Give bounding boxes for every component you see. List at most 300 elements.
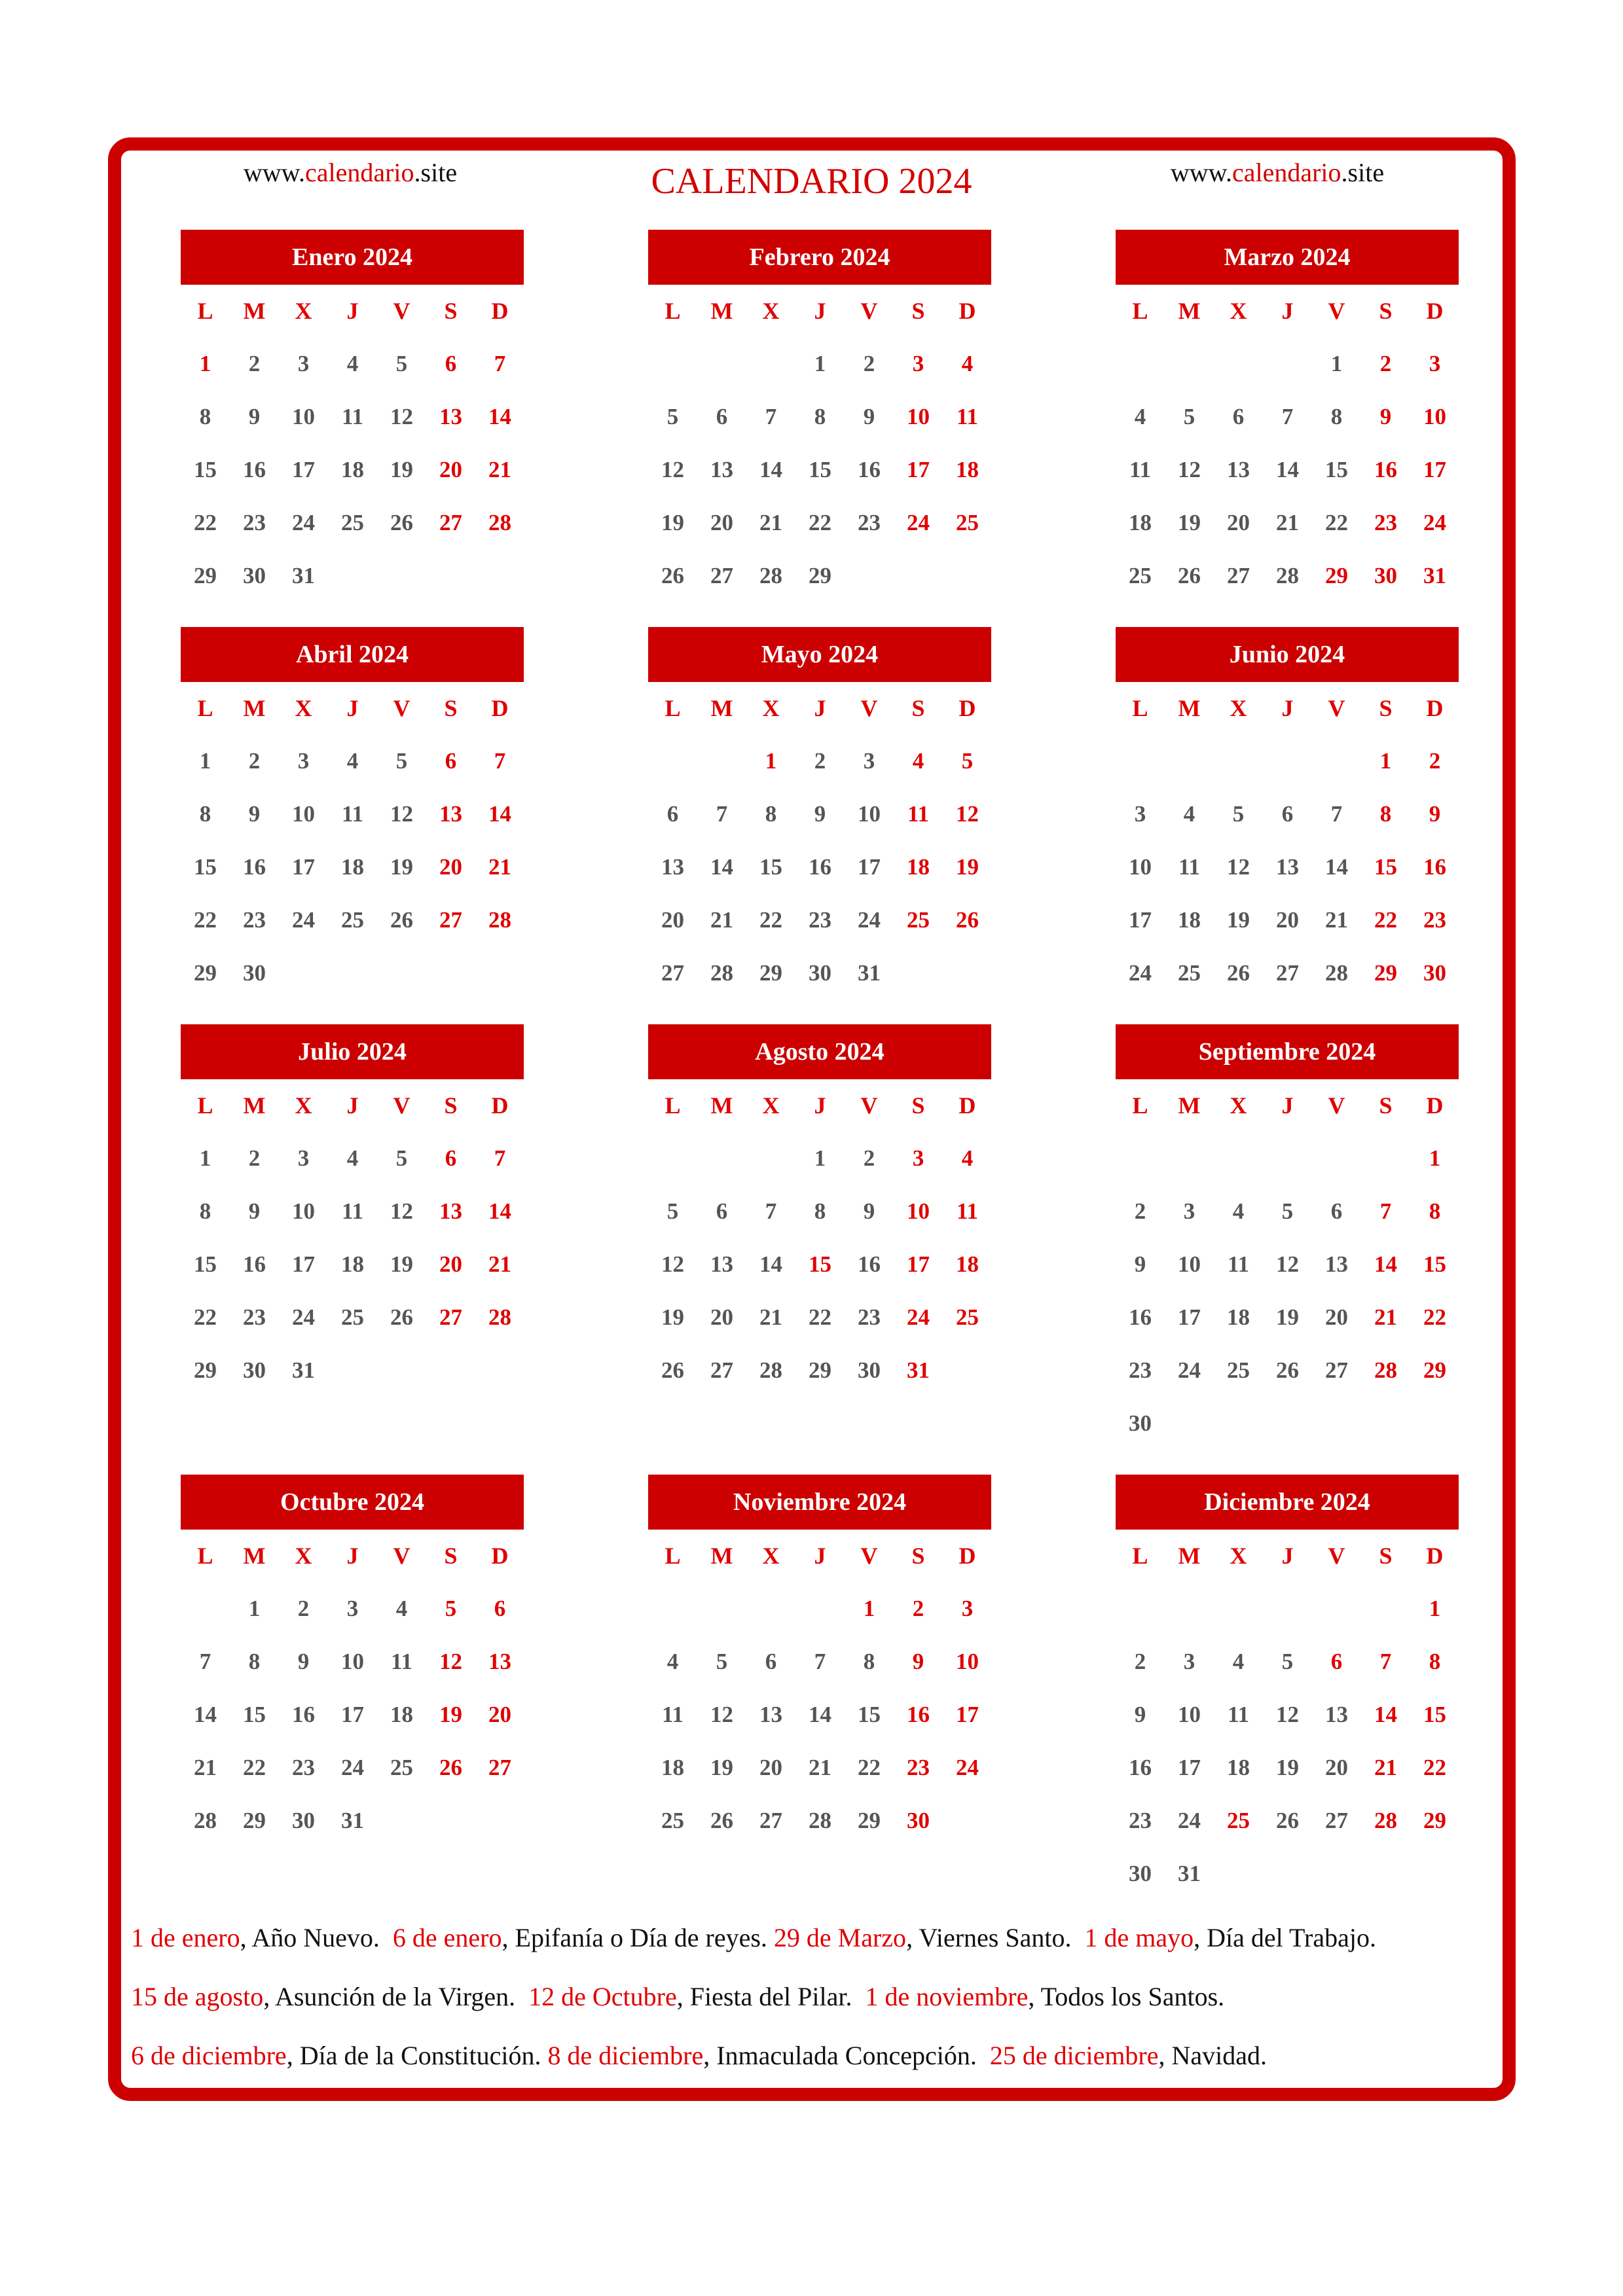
day-cell: 9	[863, 404, 875, 429]
day-cell: 13	[710, 457, 733, 482]
empty-cell	[1116, 1132, 1165, 1185]
day-cell: 23	[243, 1304, 266, 1330]
day-cell: 5	[716, 1649, 728, 1674]
day-cell-holiday: 26	[439, 1755, 462, 1780]
empty-cell	[1312, 1582, 1361, 1635]
day-cell: 17	[1178, 1755, 1201, 1780]
day-cell-holiday: 28	[488, 510, 511, 535]
month-calendar	[181, 1024, 524, 1397]
day-cell: 24	[292, 1304, 315, 1330]
month-title: Julio 2024	[181, 1024, 524, 1079]
day-cell-holiday: 2	[1429, 748, 1441, 774]
day-cell-holiday: 21	[488, 457, 511, 482]
day-cell: 12	[710, 1702, 733, 1727]
day-cell: 19	[661, 1304, 684, 1330]
day-cell: 4	[1232, 1198, 1245, 1224]
day-cell-holiday: 20	[439, 457, 462, 482]
day-cell-holiday: 20	[488, 1702, 511, 1727]
day-cell: 22	[243, 1755, 266, 1780]
day-cell: 8	[814, 404, 826, 429]
weekday-label: M	[1178, 1092, 1201, 1119]
day-cell-holiday: 15	[809, 1251, 831, 1277]
day-cell: 8	[199, 404, 211, 429]
day-cell: 7	[1281, 404, 1294, 429]
day-cell: 29	[194, 563, 217, 588]
day-cell: 29	[858, 1808, 881, 1833]
day-cell-holiday: 19	[439, 1702, 462, 1727]
holiday-name: , Viernes Santo.	[906, 1923, 1085, 1952]
weekday-label: J	[814, 695, 826, 721]
day-cell: 19	[390, 854, 413, 880]
day-cell: 13	[1325, 1702, 1348, 1727]
weekday-label: V	[860, 1543, 878, 1569]
day-cell: 20	[1227, 510, 1250, 535]
day-cell: 14	[759, 457, 782, 482]
weekday-label: M	[710, 298, 733, 324]
day-cell: 19	[1276, 1755, 1299, 1780]
holiday-line	[131, 2026, 1506, 2085]
weekday-label: S	[1379, 1092, 1393, 1119]
day-grid	[1116, 1530, 1459, 1900]
day-cell: 18	[1129, 510, 1152, 535]
day-cell: 4	[666, 1649, 679, 1674]
day-cell-holiday: 12	[956, 801, 979, 827]
day-cell: 23	[858, 1304, 881, 1330]
day-grid	[1116, 285, 1459, 602]
holiday-date: 8 de diciembre	[547, 2041, 704, 2070]
day-cell: 28	[759, 563, 782, 588]
day-cell: 10	[858, 801, 881, 827]
day-cell: 4	[346, 748, 359, 774]
day-cell-holiday: 25	[907, 907, 930, 933]
day-cell: 15	[858, 1702, 881, 1727]
day-cell-holiday: 6	[445, 748, 457, 774]
weekday-label: L	[197, 695, 213, 721]
day-cell: 5	[395, 351, 408, 376]
day-cell: 2	[814, 748, 826, 774]
day-cell-holiday: 23	[1374, 510, 1397, 535]
weekday-label: V	[393, 1543, 410, 1569]
day-cell-holiday: 20	[439, 1251, 462, 1277]
month-title: Marzo 2024	[1116, 230, 1459, 285]
weekday-label: V	[1328, 695, 1345, 721]
day-cell: 17	[292, 1251, 315, 1277]
day-cell: 21	[710, 907, 733, 933]
day-cell: 26	[661, 563, 684, 588]
weekday-label: J	[814, 1092, 826, 1119]
holiday-date: 6 de diciembre	[131, 2041, 287, 2070]
month-title: Febrero 2024	[648, 230, 991, 285]
day-grid	[181, 682, 524, 999]
day-cell: 11	[390, 1649, 413, 1674]
day-cell: 4	[395, 1596, 408, 1621]
day-cell: 12	[1178, 457, 1201, 482]
day-cell: 20	[759, 1755, 782, 1780]
holiday-list	[131, 1909, 1506, 2085]
day-cell-holiday: 29	[1374, 960, 1397, 986]
day-cell: 26	[1276, 1357, 1299, 1383]
month-title: Septiembre 2024	[1116, 1024, 1459, 1079]
day-cell: 18	[341, 457, 364, 482]
weekday-label: V	[393, 1092, 410, 1119]
empty-cell	[697, 734, 746, 787]
empty-cell	[1165, 734, 1214, 787]
day-cell-holiday: 25	[956, 1304, 979, 1330]
weekday-label: V	[1328, 298, 1345, 324]
day-cell-holiday: 27	[439, 907, 462, 933]
day-cell-holiday: 2	[912, 1596, 924, 1621]
weekday-label: J	[814, 1543, 826, 1569]
day-cell: 27	[759, 1808, 782, 1833]
empty-cell	[1116, 1582, 1165, 1635]
day-cell-holiday: 28	[1374, 1357, 1397, 1383]
day-cell: 24	[858, 907, 881, 933]
day-cell: 19	[710, 1755, 733, 1780]
empty-cell	[1165, 1582, 1214, 1635]
day-cell: 5	[1281, 1198, 1294, 1224]
empty-cell	[697, 1582, 746, 1635]
day-cell: 30	[858, 1357, 881, 1383]
holiday-name: , Epifanía o Día de reyes.	[501, 1923, 774, 1952]
holiday-date: 29 de Marzo	[773, 1923, 907, 1952]
weekday-label: L	[665, 1543, 681, 1569]
day-grid	[1116, 1079, 1459, 1450]
day-cell: 24	[292, 510, 315, 535]
day-cell-holiday: 7	[1379, 1649, 1392, 1674]
holiday-date: 15 de agosto	[131, 1982, 264, 2011]
day-cell: 13	[1276, 854, 1299, 880]
day-cell: 31	[292, 563, 315, 588]
day-cell: 12	[1227, 854, 1250, 880]
month-title: Agosto 2024	[648, 1024, 991, 1079]
day-cell-holiday: 10	[907, 1198, 930, 1224]
day-cell-holiday: 1	[1379, 748, 1392, 774]
day-cell: 27	[661, 960, 684, 986]
day-cell: 4	[1183, 801, 1195, 827]
empty-cell	[1312, 1132, 1361, 1185]
month-calendar	[648, 230, 991, 602]
day-cell: 1	[1330, 351, 1343, 376]
day-cell-holiday: 3	[961, 1596, 974, 1621]
month-calendar	[648, 1024, 991, 1397]
day-cell-holiday: 8	[1429, 1198, 1441, 1224]
day-cell-holiday: 18	[907, 854, 930, 880]
site-link-right[interactable]	[1101, 157, 1454, 188]
day-cell: 7	[814, 1649, 826, 1674]
day-cell: 3	[297, 351, 310, 376]
holiday-name: , Fiesta del Pilar.	[676, 1982, 866, 2011]
day-cell: 15	[194, 1251, 217, 1277]
day-cell: 2	[248, 1145, 261, 1171]
day-cell-holiday: 3	[912, 1145, 924, 1171]
holiday-date: 12 de Octubre	[528, 1982, 677, 2011]
day-cell: 10	[292, 1198, 315, 1224]
day-cell: 10	[341, 1649, 364, 1674]
day-cell: 13	[759, 1702, 782, 1727]
day-cell: 19	[390, 1251, 413, 1277]
day-cell: 7	[765, 1198, 777, 1224]
day-cell: 29	[809, 563, 831, 588]
day-cell-holiday: 13	[488, 1649, 511, 1674]
day-cell: 2	[1134, 1198, 1146, 1224]
day-cell-holiday: 11	[907, 801, 930, 827]
day-cell: 11	[661, 1702, 684, 1727]
day-cell: 23	[809, 907, 831, 933]
day-cell: 18	[1227, 1304, 1250, 1330]
day-cell-holiday: 24	[956, 1755, 979, 1780]
day-cell-holiday: 1	[863, 1596, 875, 1621]
day-cell: 19	[1178, 510, 1201, 535]
day-cell: 13	[661, 854, 684, 880]
day-cell: 4	[1232, 1649, 1245, 1674]
day-cell-holiday: 21	[1374, 1755, 1397, 1780]
day-cell-holiday: 28	[488, 1304, 511, 1330]
day-cell: 17	[858, 854, 881, 880]
day-cell: 22	[1325, 510, 1348, 535]
weekday-label: X	[762, 695, 780, 721]
day-cell: 7	[765, 404, 777, 429]
day-grid	[648, 682, 991, 999]
day-cell: 5	[666, 404, 679, 429]
weekday-label: L	[1132, 1092, 1148, 1119]
day-cell-holiday: 6	[445, 1145, 457, 1171]
day-cell: 6	[716, 404, 728, 429]
holiday-date: 1 de mayo	[1084, 1923, 1194, 1952]
day-cell: 5	[1281, 1649, 1294, 1674]
weekday-label: X	[1230, 695, 1247, 721]
weekday-label: S	[1379, 695, 1393, 721]
day-cell: 8	[248, 1649, 261, 1674]
empty-cell	[648, 337, 697, 390]
day-cell: 3	[1183, 1649, 1195, 1674]
day-cell: 13	[710, 1251, 733, 1277]
weekday-label: L	[665, 1092, 681, 1119]
day-cell-holiday: 10	[956, 1649, 979, 1674]
weekday-label: J	[346, 1543, 359, 1569]
day-cell: 17	[1129, 907, 1152, 933]
day-cell: 28	[194, 1808, 217, 1833]
day-cell-holiday: 21	[1374, 1304, 1397, 1330]
day-cell: 2	[248, 351, 261, 376]
day-grid	[181, 1079, 524, 1397]
day-cell-holiday: 7	[1379, 1198, 1392, 1224]
day-cell: 1	[199, 748, 211, 774]
day-cell: 2	[1134, 1649, 1146, 1674]
empty-cell	[648, 1582, 697, 1635]
day-cell-holiday: 16	[1423, 854, 1446, 880]
day-grid	[648, 1079, 991, 1397]
day-cell: 8	[765, 801, 777, 827]
day-cell: 19	[1276, 1304, 1299, 1330]
weekday-label: J	[346, 695, 359, 721]
day-cell: 21	[194, 1755, 217, 1780]
day-cell-holiday: 4	[961, 351, 974, 376]
day-cell: 28	[759, 1357, 782, 1383]
weekday-label: L	[665, 695, 681, 721]
day-cell: 16	[858, 1251, 881, 1277]
weekday-label: V	[393, 695, 410, 721]
day-cell-holiday: 15	[1423, 1251, 1446, 1277]
day-cell: 20	[710, 1304, 733, 1330]
weekday-label: D	[1426, 298, 1444, 324]
holiday-name: , Año Nuevo.	[240, 1923, 393, 1952]
day-cell: 30	[809, 960, 831, 986]
empty-cell	[648, 1132, 697, 1185]
weekday-label: X	[295, 1543, 312, 1569]
day-cell-holiday: 20	[439, 854, 462, 880]
weekday-label: X	[762, 1092, 780, 1119]
day-cell-holiday: 22	[1423, 1755, 1446, 1780]
day-cell: 18	[661, 1755, 684, 1780]
day-cell-holiday: 14	[488, 801, 511, 827]
weekday-label: D	[1426, 1092, 1444, 1119]
day-cell-holiday: 6	[494, 1596, 506, 1621]
day-cell: 27	[1325, 1357, 1348, 1383]
day-cell: 16	[1129, 1755, 1152, 1780]
day-cell-holiday: 7	[494, 748, 506, 774]
day-cell: 20	[1276, 907, 1299, 933]
day-cell: 17	[1178, 1304, 1201, 1330]
day-cell: 5	[1183, 404, 1195, 429]
day-cell: 14	[194, 1702, 217, 1727]
empty-cell	[1165, 1132, 1214, 1185]
holiday-line	[131, 1909, 1506, 1967]
day-cell: 18	[341, 854, 364, 880]
day-cell-holiday: 6	[1330, 1649, 1343, 1674]
day-cell: 8	[863, 1649, 875, 1674]
day-cell: 16	[858, 457, 881, 482]
month-calendar	[181, 230, 524, 602]
empty-cell	[1214, 1582, 1263, 1635]
weekday-label: V	[860, 695, 878, 721]
day-cell-holiday: 6	[445, 351, 457, 376]
weekday-label: D	[1426, 695, 1444, 721]
day-cell: 22	[809, 1304, 831, 1330]
empty-cell	[1214, 1132, 1263, 1185]
day-cell: 18	[1227, 1755, 1250, 1780]
day-cell: 9	[814, 801, 826, 827]
empty-cell	[1116, 337, 1165, 390]
day-cell-holiday: 7	[494, 351, 506, 376]
weekday-label: S	[444, 695, 458, 721]
weekday-label: X	[295, 1092, 312, 1119]
site-brand: calendario	[304, 158, 414, 187]
day-cell: 20	[1325, 1304, 1348, 1330]
day-cell-holiday: 30	[1374, 563, 1397, 588]
day-cell: 6	[666, 801, 679, 827]
day-cell: 8	[199, 801, 211, 827]
month-calendar	[1116, 230, 1459, 602]
day-cell: 26	[1227, 960, 1250, 986]
day-cell: 26	[1276, 1808, 1299, 1833]
day-cell-holiday: 1	[1429, 1596, 1441, 1621]
holiday-name: , Navidad.	[1158, 2041, 1267, 2070]
empty-cell	[1263, 1132, 1312, 1185]
day-cell-holiday: 15	[1423, 1702, 1446, 1727]
day-cell: 1	[248, 1596, 261, 1621]
day-cell: 10	[1129, 854, 1152, 880]
weekday-label: V	[860, 298, 878, 324]
day-cell: 30	[243, 1357, 266, 1383]
day-cell: 5	[395, 748, 408, 774]
day-cell-holiday: 23	[1423, 907, 1446, 933]
month-calendar	[648, 627, 991, 999]
weekday-label: D	[958, 695, 976, 721]
day-cell: 26	[390, 907, 413, 933]
day-cell: 11	[341, 404, 364, 429]
day-cell: 2	[248, 748, 261, 774]
day-cell: 3	[346, 1596, 359, 1621]
day-cell-holiday: 13	[439, 404, 462, 429]
day-cell: 27	[710, 1357, 733, 1383]
day-cell-holiday: 21	[488, 1251, 511, 1277]
day-cell: 12	[390, 801, 413, 827]
day-cell: 21	[759, 1304, 782, 1330]
day-cell: 1	[199, 1145, 211, 1171]
weekday-label: D	[491, 1543, 509, 1569]
day-cell: 9	[248, 801, 261, 827]
day-cell: 16	[809, 854, 831, 880]
day-cell: 13	[1325, 1251, 1348, 1277]
empty-cell	[1214, 734, 1263, 787]
day-cell: 28	[710, 960, 733, 986]
day-cell: 23	[243, 510, 266, 535]
day-cell-holiday: 9	[1379, 404, 1392, 429]
empty-cell	[1116, 734, 1165, 787]
day-cell-holiday: 11	[956, 1198, 979, 1224]
weekday-label: L	[197, 298, 213, 324]
day-cell: 19	[390, 457, 413, 482]
day-cell: 23	[243, 907, 266, 933]
day-cell-holiday: 2	[1379, 351, 1392, 376]
day-cell-holiday: 5	[445, 1596, 457, 1621]
weekday-label: D	[491, 298, 509, 324]
day-cell-holiday: 12	[439, 1649, 462, 1674]
day-cell-holiday: 24	[907, 1304, 930, 1330]
day-cell: 30	[243, 563, 266, 588]
day-cell: 18	[341, 1251, 364, 1277]
day-cell: 31	[858, 960, 881, 986]
day-cell-holiday: 18	[956, 457, 979, 482]
day-cell: 15	[1325, 457, 1348, 482]
empty-cell	[697, 337, 746, 390]
day-cell: 17	[341, 1702, 364, 1727]
weekday-label: X	[1230, 298, 1247, 324]
day-cell: 24	[1129, 960, 1152, 986]
day-cell: 14	[710, 854, 733, 880]
day-cell: 9	[1134, 1702, 1146, 1727]
weekday-label: L	[665, 298, 681, 324]
day-cell: 31	[292, 1357, 315, 1383]
day-cell: 9	[248, 1198, 261, 1224]
day-grid	[648, 1530, 991, 1847]
day-cell-holiday: 27	[488, 1755, 511, 1780]
weekday-label: D	[1426, 1543, 1444, 1569]
weekday-label: X	[762, 1543, 780, 1569]
day-cell: 7	[199, 1649, 211, 1674]
site-prefix: www.	[1170, 158, 1232, 187]
day-cell-holiday: 29	[1325, 563, 1348, 588]
day-cell: 17	[292, 457, 315, 482]
day-cell: 22	[194, 510, 217, 535]
day-cell: 21	[1276, 510, 1299, 535]
day-cell: 16	[243, 457, 266, 482]
day-cell-holiday: 7	[494, 1145, 506, 1171]
page-title: CALENDARIO 2024	[651, 161, 972, 202]
empty-cell	[1214, 337, 1263, 390]
weekday-label: J	[346, 298, 359, 324]
month-title: Abril 2024	[181, 627, 524, 682]
